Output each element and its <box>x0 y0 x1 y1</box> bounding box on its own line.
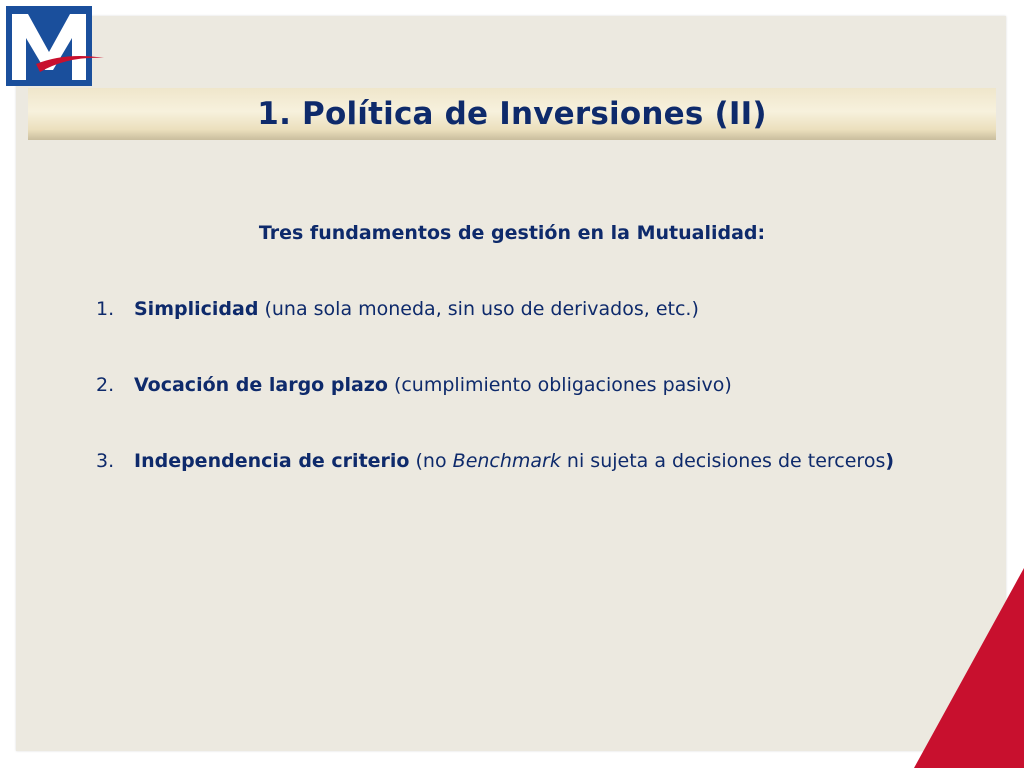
list-item-heading: Independencia de criterio <box>134 450 410 472</box>
list-item <box>96 372 916 398</box>
list-item-text: ni sujeta a decisiones de terceros <box>560 450 886 472</box>
list-item <box>96 448 916 474</box>
slide-subtitle: Tres fundamentos de gestión en la Mutualidad: <box>258 222 766 244</box>
list-item-text: (no <box>409 450 453 472</box>
list-item-text: (cumplimiento obligaciones pasivo) <box>387 374 732 396</box>
title-bar <box>28 88 996 140</box>
red-corner-accent <box>914 568 1024 768</box>
list-item-number: 3. <box>96 450 115 472</box>
list-item-heading: Simplicidad <box>134 298 259 320</box>
list-item-number: 2. <box>96 374 115 396</box>
list-item <box>96 296 916 322</box>
list-item-text: (una sola moneda, sin uso de derivados, etc.) <box>258 298 699 320</box>
list-item-italic: Benchmark <box>452 450 561 472</box>
slide-title: 1. Política de Inversiones (II) <box>257 96 767 132</box>
list-item-close: ) <box>885 450 895 472</box>
principles-list <box>96 296 916 524</box>
list-item-heading: Vocación de largo plazo <box>134 374 388 396</box>
company-logo <box>6 6 106 88</box>
list-item-number: 1. <box>96 298 115 320</box>
